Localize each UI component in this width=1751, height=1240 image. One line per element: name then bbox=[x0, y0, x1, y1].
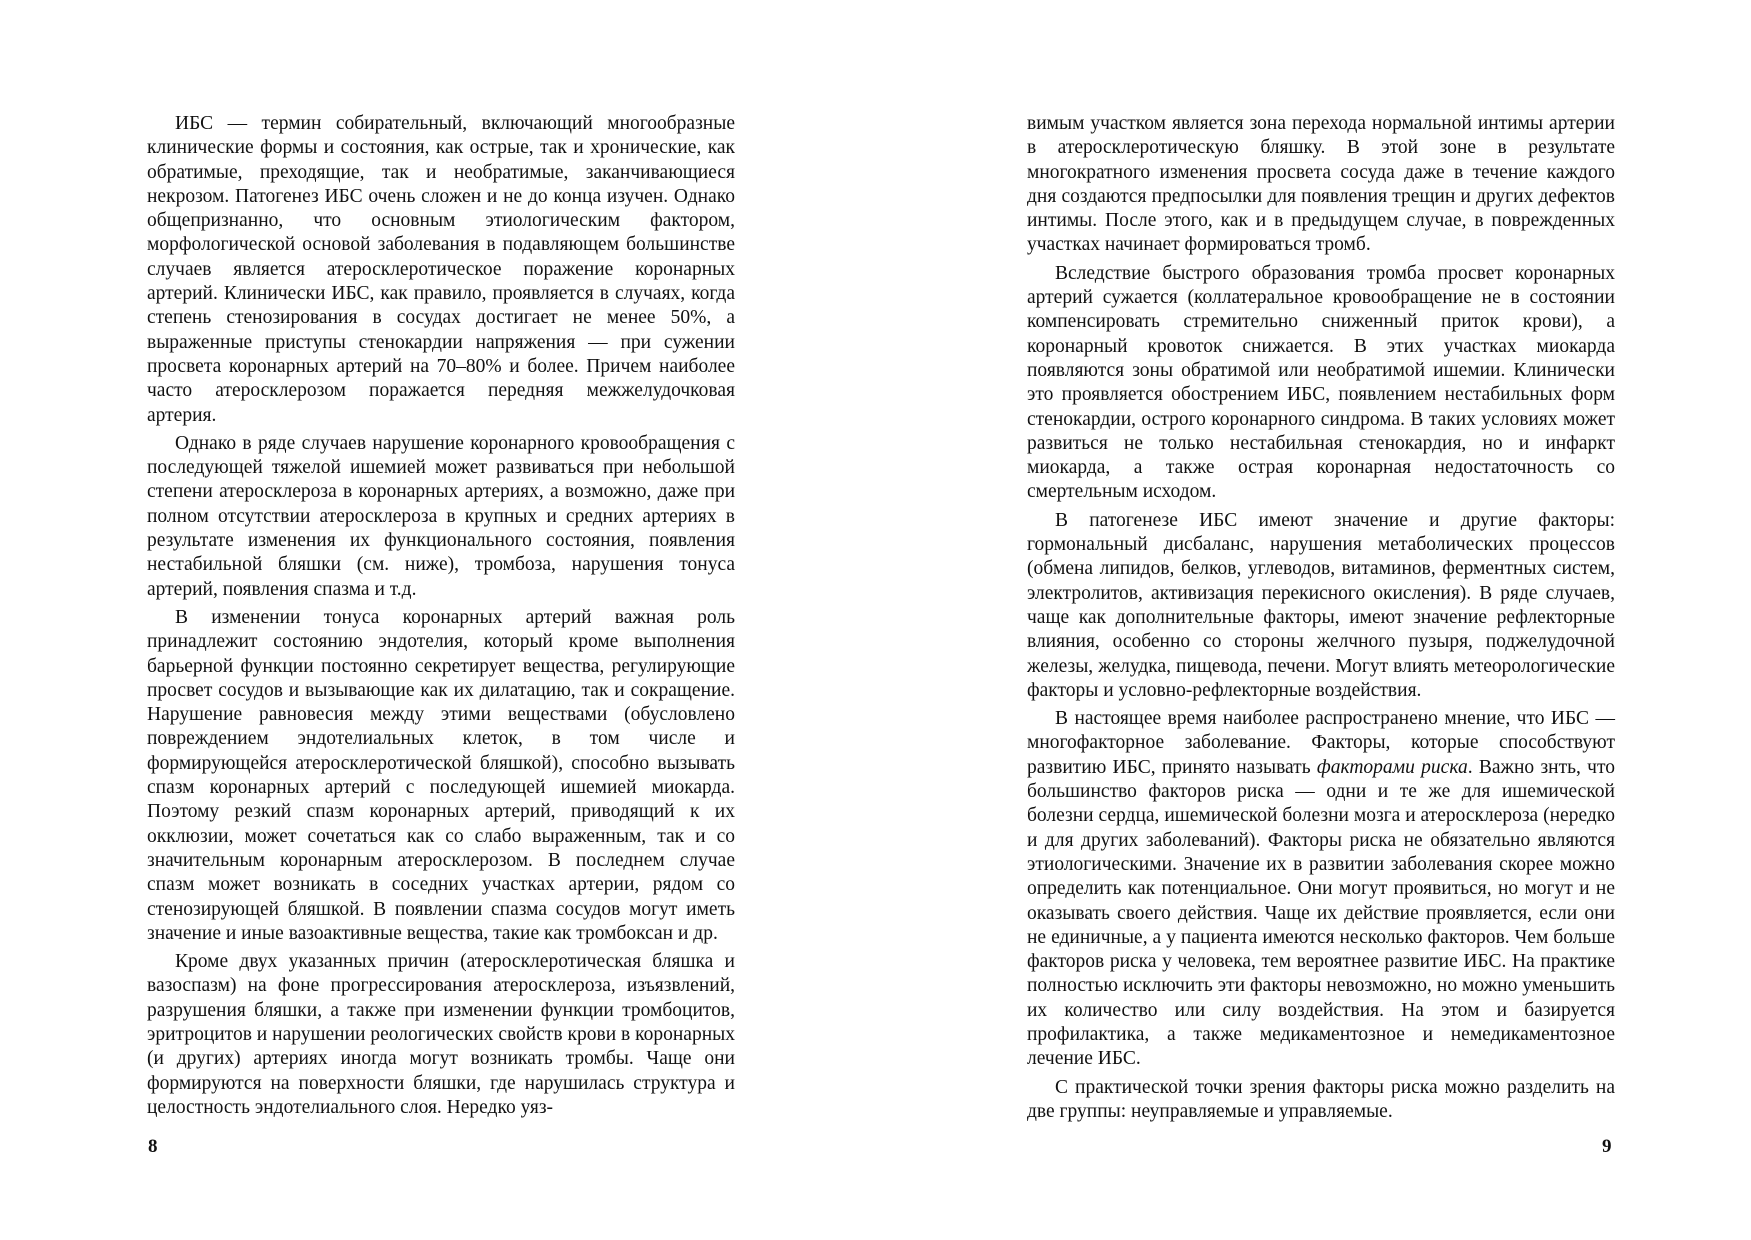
paragraph-risk-factors bbox=[1027, 707, 1615, 1071]
paragraph: В патогенезе ИБС имеют значение и другие факторы: гормональный дисбаланс, нарушения метаболических процессов (обмена липидов, белков, углеводов, витаминов, ферментных систем, электролитов, активизация перекисного окисления). В ряде случаев, чаще как дополнительные факторы, имеют значение рефлекторные влияния, особенно со стороны желчного пузыря, поджелудочной железы, желудка, пищевода, печени. Могут влиять метеорологические факторы и условно-рефлекторные воздействия. bbox=[1027, 509, 1615, 701]
italic-term: факторами риска bbox=[1316, 756, 1468, 778]
right-page bbox=[1027, 112, 1615, 1128]
paragraph: Однако в ряде случаев нарушение коронарного кровообращения с последующей тяжелой ишемией может развиваться при небольшой степени атеросклероза в коронарных артериях, а возможно, даже при полном отсутствии атеросклероза в крупных и средних артериях в результате изменения их функционального состояния, появления нестабильной бляшки (см. ниже), тромбоза, нарушения тонуса артерий, появления спазма и т.д. bbox=[147, 432, 735, 600]
paragraph: В изменении тонуса коронарных артерий важная роль принадлежит состоянию эндотелия, который кроме выполнения барьерной функции постоянно секретирует вещества, регулирующие просвет сосудов и вызывающие как их дилатацию, так и сокращение. Нарушение равновесия между этими веществами (обусловлено повреждением эндотелиальных клеток, в том числе и формирующейся атеросклеротической бляшкой), способно вызывать спазм коронарных артерий с последующей ишемией миокарда. Поэтому резкий спазм коронарных артерий, приводящий к их окклюзии, может сочетаться как со слабо выраженным, так и со значительным коронарным атеросклерозом. В последнем случае спазм может возникать в соседних участках артерии, рядом со стенозирующей бляшкой. В появлении спазма сосудов могут иметь значение и иные вазоактивные вещества, такие как тромбоксан и др. bbox=[147, 606, 735, 944]
paragraph: С практической точки зрения факторы риска можно разделить на две группы: неуправляемые и управляемые. bbox=[1027, 1076, 1615, 1122]
paragraph: ИБС — термин собирательный, включающий многообразные клинические формы и состояния, как острые, так и хронические, как обратимые, преходящие, так и необратимые, заканчивающиеся некрозом. Патогенез ИБС очень сложен и не до конца изучен. Однако общепризнанно, что основным этиологическим фактором, морфологической основой заболевания в подавляющем большинстве случаев является атеросклеротическое поражение коронарных артерий. Клинически ИБС, как правило, проявляется в случаях, когда степень стенозирования в сосудах достигает не менее 50%, а выраженные приступы стенокардии напряжения — при сужении просвета коронарных артерий на 70–80% и более. Причем наиболее часто атеросклерозом поражается передняя межжелудочковая артерия. bbox=[147, 113, 735, 426]
text-segment: В настоящее время наиболее распространено мнение, что ИБС — многофакторное заболевание. Факторы, которые способствуют развитию ИБС, принято называть bbox=[1027, 708, 1615, 778]
left-page bbox=[147, 112, 735, 1124]
paragraph: Кроме двух указанных причин (атеросклеротическая бляшка и вазоспазм) на фоне прогрессирования атеросклероза, изъязвлений, разрушения бляшки, а также при изменении функции тромбоцитов, эритроцитов и нарушении реологических свойств крови в коронарных (и других) артериях иногда могут возникать тромбы. Чаще они формируются на поверхности бляшки, где нарушилась структура и целостность эндотелиального слоя. Нередко уяз- bbox=[147, 951, 735, 1118]
text-segment: . Важно знть, что большинство факторов риска — одни и те же для ишемической болезни сердца, ишемической болезни мозга и атеросклероза (нередко и для других заболеваний). Факторы риска не обязательно являются этиологическими. Значение их в развитии заболевания скорее можно определить как потенциальное. Они могут проявиться, но могут и не оказывать своего действия. Чаще их действие проявляется, если они не единичные, а у пациента имеются несколько факторов. Чем больше факторов риска у человека, тем вероятнее развитие ИБС. На практике полностью исключить эти факторы невозможно, но можно уменьшить их количество или силу воздействия. На этом и базируется профилактика, а также медикаментозное и немедикаментозное лечение ИБС. bbox=[1027, 756, 1615, 1070]
page-number-right: 9 bbox=[1602, 1136, 1612, 1157]
paragraph: Вследствие быстрого образования тромба просвет коронарных артерий сужается (коллатеральное кровообращение не в состоянии компенсировать стремительно сниженный приток крови), а коронарный кровоток снижается. В этих участках миокарда появляются зоны обратимой или необратимой ишемии. Клинически это проявляется обострением ИБС, появлением нестабильных форм стенокардии, острого коронарного синдрома. В таких условиях может развиться не только нестабильная стенокардия, но и инфаркт миокарда, а также острая коронарная недостаточность со смертельным исходом. bbox=[1027, 262, 1615, 503]
page-number-left: 8 bbox=[148, 1136, 158, 1157]
paragraph-continuation: вимым участком является зона перехода нормальной интимы артерии в атеросклеротическую бляшку. В этой зоне в результате многократного изменения просвета сосуда даже в течение каждого дня создаются предпосылки для появления трещин и других дефектов интимы. После этого, как и в предыдущем случае, в поврежденных участках начинает формироваться тромб. bbox=[1027, 113, 1615, 256]
